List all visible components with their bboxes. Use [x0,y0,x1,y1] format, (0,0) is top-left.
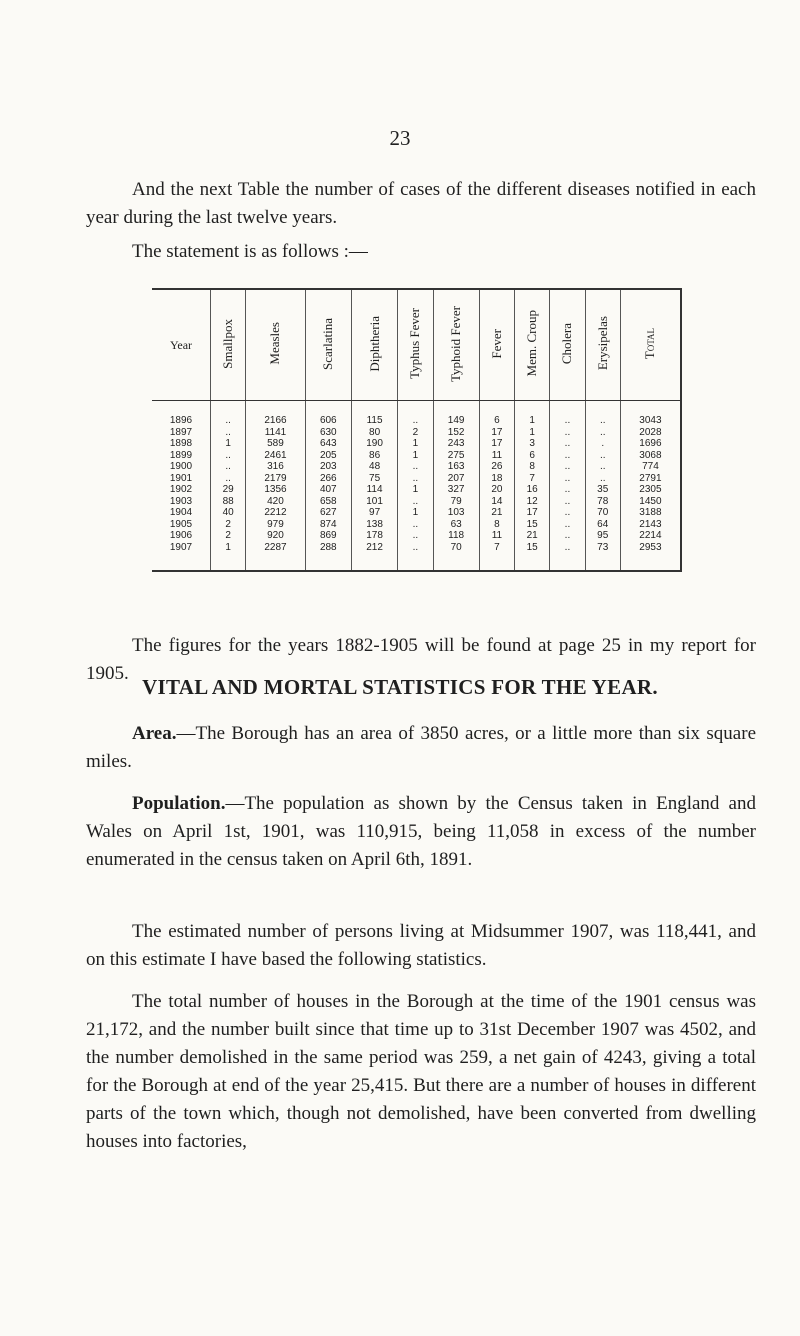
table-row [152,415,681,427]
cell-cholera: .. [550,461,585,473]
cell-mem-croup: 1 [515,415,550,427]
col-header-fever: Fever [479,289,514,401]
cell-fever: 26 [479,461,514,473]
cell-mem-croup: 17 [515,507,550,519]
estimate-paragraph: The estimated number of persons living at Midsummer 1907, was 118,441, and on this estimate I have based the following statistics. [86,921,756,970]
cell-year: 1901 [169,472,193,484]
cell-diphtheria: 75 [351,473,397,485]
cell-year: 1896 [169,415,193,426]
cell-erysipelas: 78 [585,496,620,508]
cell-mem-croup: 8 [515,461,550,473]
cell-typhus-fever: .. [398,519,433,531]
cell-total: 3043 [620,415,681,427]
cell-mem-croup: 16 [515,484,550,496]
cell-scarlatina: 606 [305,415,351,427]
cell-year: 1906 [169,530,193,541]
cell-typhus-fever: .. [398,415,433,427]
cell-typhus-fever: 1 [398,438,433,450]
cell-smallpox: 2 [211,530,246,542]
cell-smallpox: 1 [211,438,246,450]
cell-fever: 14 [479,496,514,508]
cell-diphtheria: 101 [351,496,397,508]
cell-fever: 17 [479,427,514,439]
table-header-row [152,289,681,401]
cell-measles: 589 [246,438,305,450]
cell-scarlatina: 869 [305,530,351,542]
cell-typhoid-fever: 163 [433,461,479,473]
area-label: Area. [132,723,177,744]
population-label: Population. [132,793,226,814]
cell-typhus-fever: 1 [398,450,433,462]
cell-typhus-fever: .. [398,542,433,571]
cell-scarlatina: 630 [305,427,351,439]
cell-cholera: .. [550,450,585,462]
cell-erysipelas: .. [585,427,620,439]
cell-fever: 11 [479,450,514,462]
area-text: —The Borough has an area of 3850 acres, or a little more than six square miles. [86,723,756,772]
cell-year: 1905 [169,518,193,530]
cell-scarlatina: 627 [305,507,351,519]
cell-typhoid-fever: 275 [433,450,479,462]
cell-diphtheria: 86 [351,450,397,462]
cell-cholera: .. [550,507,585,519]
intro-paragraph [86,176,756,232]
cell-typhoid-fever: 152 [433,427,479,439]
cell-diphtheria: 48 [351,461,397,473]
cell-fever: 7 [479,542,514,571]
cell-scarlatina: 643 [305,438,351,450]
cell-smallpox: 88 [211,496,246,508]
cell-erysipelas: 73 [585,542,620,571]
cell-typhus-fever: 1 [398,507,433,519]
cell-diphtheria: 115 [351,415,397,427]
col-header-smallpox: Smallpox [211,289,246,401]
figures-note: The figures for the years 1882-1905 will be found at page 25 in my report for 1905. [86,635,756,684]
cell-fever: 21 [479,507,514,519]
cell-erysipelas: .. [585,450,620,462]
cell-diphtheria: 80 [351,427,397,439]
cell-diphtheria: 97 [351,507,397,519]
cell-total: 3068 [620,450,681,462]
cell-erysipelas: 95 [585,530,620,542]
cell-cholera: .. [550,427,585,439]
cell-measles: 979 [246,519,305,531]
statement-line: The statement is as follows :— [132,241,368,262]
cell-measles: 2461 [246,450,305,462]
cell-total: 2791 [620,473,681,485]
cell-smallpox: 40 [211,507,246,519]
population-paragraph [86,790,756,874]
cell-smallpox: 2 [211,519,246,531]
col-header-diphtheria: Diphtheria [351,289,397,401]
cell-total: 2214 [620,530,681,542]
table-row [152,542,681,571]
cell-typhus-fever: .. [398,461,433,473]
cell-typhus-fever: 1 [398,484,433,496]
cell-erysipelas: 35 [585,484,620,496]
cell-scarlatina: 203 [305,461,351,473]
cell-measles: 2212 [246,507,305,519]
cell-typhoid-fever: 207 [433,473,479,485]
cell-typhus-fever: 2 [398,427,433,439]
cell-typhoid-fever: 79 [433,496,479,508]
cell-scarlatina: 288 [305,542,351,571]
table-row [152,427,681,439]
table-row [152,530,681,542]
cell-scarlatina: 266 [305,473,351,485]
cell-measles: 1141 [246,427,305,439]
cell-typhoid-fever: 149 [433,415,479,427]
cell-erysipelas: .. [585,461,620,473]
col-header-cholera: Cholera [550,289,585,401]
cell-typhoid-fever: 243 [433,438,479,450]
page-number: 23 [389,126,411,150]
cell-scarlatina: 407 [305,484,351,496]
cell-diphtheria: 178 [351,530,397,542]
table-row [152,438,681,450]
col-header-year: Year [152,289,211,401]
cell-cholera: .. [550,415,585,427]
cell-total: 3188 [620,507,681,519]
cell-typhoid-fever: 63 [433,519,479,531]
cell-year: 1900 [169,461,193,472]
cell-total: 774 [620,461,681,473]
cell-total: 2953 [620,542,681,571]
cell-typhus-fever: .. [398,496,433,508]
intro-text: And the next Table the number of cases of the different diseases notified in each year during the last twelve years. [86,179,756,228]
cell-measles: 920 [246,530,305,542]
col-header-typhoid-fever: Typhoid Fever [433,289,479,401]
cell-total: 2143 [620,519,681,531]
cell-mem-croup: 12 [515,496,550,508]
cell-year: 1904 [169,507,193,518]
cell-mem-croup: 1 [515,427,550,439]
cell-diphtheria: 114 [351,484,397,496]
col-header-erysipelas: Erysipelas [585,289,620,401]
table-row [152,450,681,462]
col-header-scarlatina: Scarlatina [305,289,351,401]
cell-erysipelas: .. [585,415,620,427]
col-header-mem-croup: Mem. Croup [515,289,550,401]
cell-total: 2305 [620,484,681,496]
cell-total: 1450 [620,496,681,508]
table-row [152,473,681,485]
cell-smallpox: 29 [211,484,246,496]
table-row [152,461,681,473]
cell-fever: 6 [479,415,514,427]
cell-typhoid-fever: 103 [433,507,479,519]
cell-diphtheria: 212 [351,542,397,571]
cell-measles: 2287 [246,542,305,571]
cell-cholera: .. [550,519,585,531]
cell-smallpox: .. [211,473,246,485]
cell-measles: 2166 [246,415,305,427]
section-heading: VITAL AND MORTAL STATISTICS FOR THE YEAR. [142,675,658,699]
cell-fever: 18 [479,473,514,485]
population-text: —The population as shown by the Census taken in England and Wales on April 1st, 1901, was 110,915, being 11,058 in excess of the number enumerated in the census taken on April 6th, 1891. [86,793,756,870]
cell-smallpox: .. [211,461,246,473]
table-row [152,484,681,496]
cell-year: 1899 [169,449,193,461]
cell-mem-croup: 7 [515,473,550,485]
cell-typhus-fever: .. [398,473,433,485]
cell-year: 1897 [169,426,193,438]
cell-erysipelas: 64 [585,519,620,531]
cell-cholera: .. [550,530,585,542]
cell-measles: 316 [246,461,305,473]
table-body [152,401,681,571]
cell-fever: 11 [479,530,514,542]
cell-mem-croup: 15 [515,542,550,571]
cell-measles: 420 [246,496,305,508]
table-row [152,496,681,508]
cell-measles: 2179 [246,473,305,485]
area-paragraph [86,720,756,776]
cell-smallpox: .. [211,450,246,462]
cell-year: 1902 [169,484,193,495]
cell-typhus-fever: .. [398,530,433,542]
cell-smallpox: 1 [211,542,246,571]
cell-mem-croup: 3 [515,438,550,450]
cell-smallpox: .. [211,415,246,427]
cell-mem-croup: 15 [515,519,550,531]
cell-year: 1907 [152,542,211,571]
cell-fever: 17 [479,438,514,450]
cell-mem-croup: 21 [515,530,550,542]
cell-total: 2028 [620,427,681,439]
cell-year: 1898 [169,438,193,449]
cell-cholera: .. [550,496,585,508]
cell-diphtheria: 190 [351,438,397,450]
table-spacer-row [152,401,681,416]
disease-notification-table [152,288,682,572]
cell-fever: 20 [479,484,514,496]
houses-paragraph: The total number of houses in the Borough at the time of the 1901 census was 21,172, and the number built since that time up to 31st December 1907 was 4502, and the number demolished in the same period was 259, a net gain of 4243, giving a total for the Borough at end of the year 25,415. But there are a number of houses in different parts of the town which, though not demolished, have been converted from dwelling houses into factories, [86,991,756,1152]
cell-mem-croup: 6 [515,450,550,462]
cell-erysipelas: . [585,438,620,450]
cell-scarlatina: 205 [305,450,351,462]
cell-year: 1903 [169,495,193,507]
cell-cholera: .. [550,438,585,450]
cell-measles: 1356 [246,484,305,496]
col-header-measles: Measles [246,289,305,401]
cell-typhoid-fever: 327 [433,484,479,496]
cell-smallpox: .. [211,427,246,439]
cell-erysipelas: .. [585,473,620,485]
cell-cholera: .. [550,484,585,496]
table-row [152,519,681,531]
table-row [152,507,681,519]
cell-erysipelas: 70 [585,507,620,519]
col-header-total: Total [620,289,681,401]
cell-typhoid-fever: 70 [433,542,479,571]
col-header-typhus-fever: Typhus Fever [398,289,433,401]
cell-scarlatina: 874 [305,519,351,531]
cell-total: 1696 [620,438,681,450]
cell-scarlatina: 658 [305,496,351,508]
cell-fever: 8 [479,519,514,531]
cell-cholera: .. [550,542,585,571]
cell-cholera: .. [550,473,585,485]
cell-typhoid-fever: 118 [433,530,479,542]
cell-diphtheria: 138 [351,519,397,531]
